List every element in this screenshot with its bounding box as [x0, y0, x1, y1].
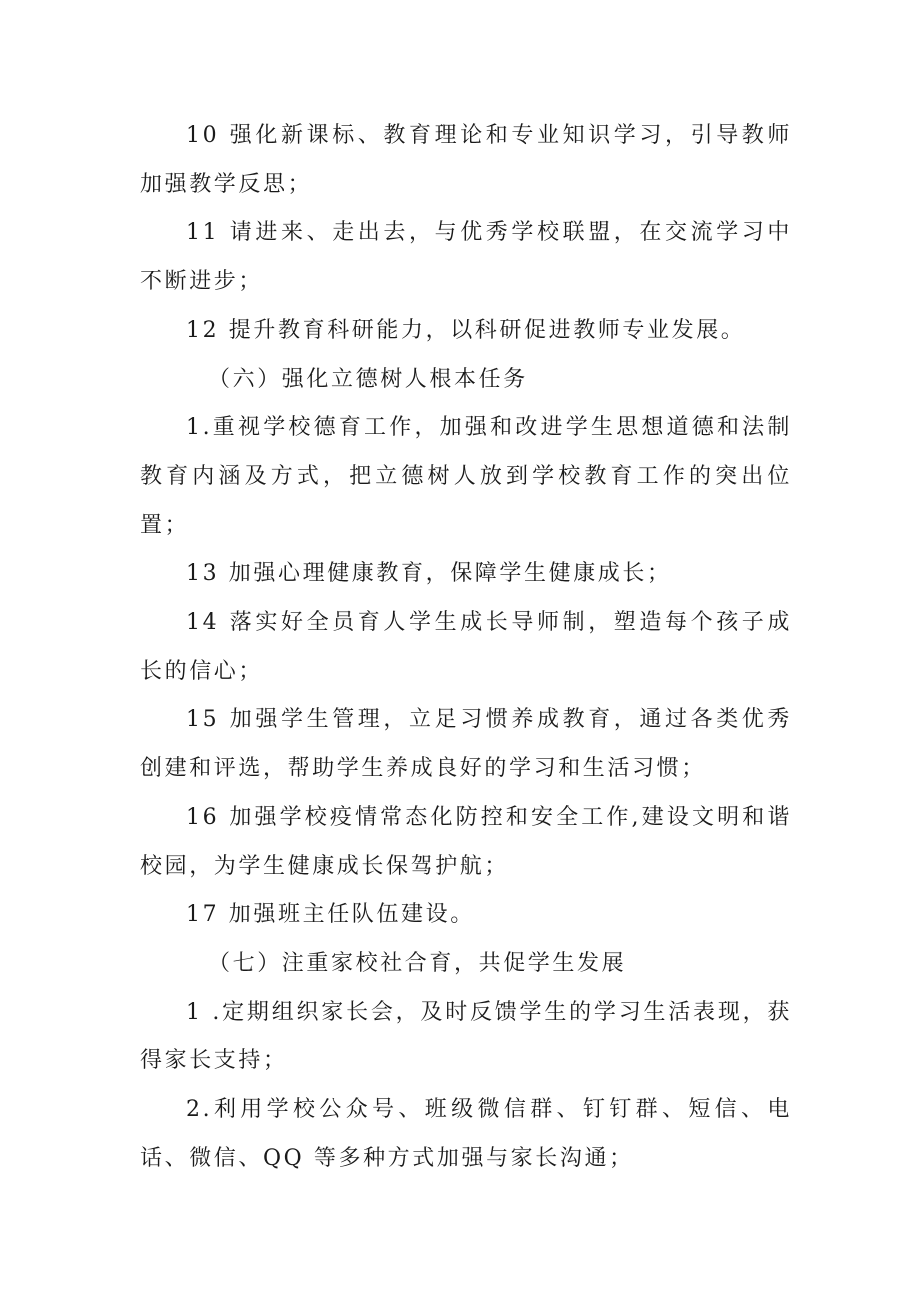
list-item-10: 10 强化新课标、教育理论和专业知识学习，引导教师加强教学反思； — [140, 123, 792, 197]
section-heading-6: （六）强化立德树人根本任务 — [208, 366, 528, 392]
list-item-15: 15 加强学生管理，立足习惯养成教育，通过各类优秀创建和评选，帮助学生养成良好的学习和生活习惯； — [140, 707, 792, 782]
list-item-16: 16 加强学校疫情常态化防控和安全工作,建设文明和谐校园，为学生健康成长保驾护航； — [140, 804, 792, 879]
section-heading-7: （七）注重家校社合育，共促学生发展 — [208, 950, 627, 976]
list-item-2-communication: 2.利用学校公众号、班级微信群、钉钉群、短信、电话、微信、QQ 等多种方式加强与家长沟通； — [140, 1097, 792, 1171]
list-item-1-parent-meetings: 1 .定期组织家长会，及时反馈学生的学习生活表现，获得家长支持； — [140, 999, 792, 1074]
list-item-14: 14 落实好全员育人学生成长导师制，塑造每个孩子成长的信心； — [140, 610, 792, 684]
list-item-12: 12 提升教育科研能力，以科研促进教师专业发展。 — [186, 317, 746, 343]
list-item-11: 11 请进来、走出去，与优秀学校联盟，在交流学习中不断进步； — [140, 220, 792, 295]
list-item-17: 17 加强班主任队伍建设。 — [186, 902, 475, 928]
list-item-13: 13 加强心理健康教育，保障学生健康成长； — [186, 561, 672, 587]
document-body — [140, 112, 792, 1183]
list-item-1-moral-education: 1.重视学校德育工作，加强和改进学生思想道德和法制教育内涵及方式，把立德树人放到学校教育工作的突出位置； — [140, 415, 792, 538]
